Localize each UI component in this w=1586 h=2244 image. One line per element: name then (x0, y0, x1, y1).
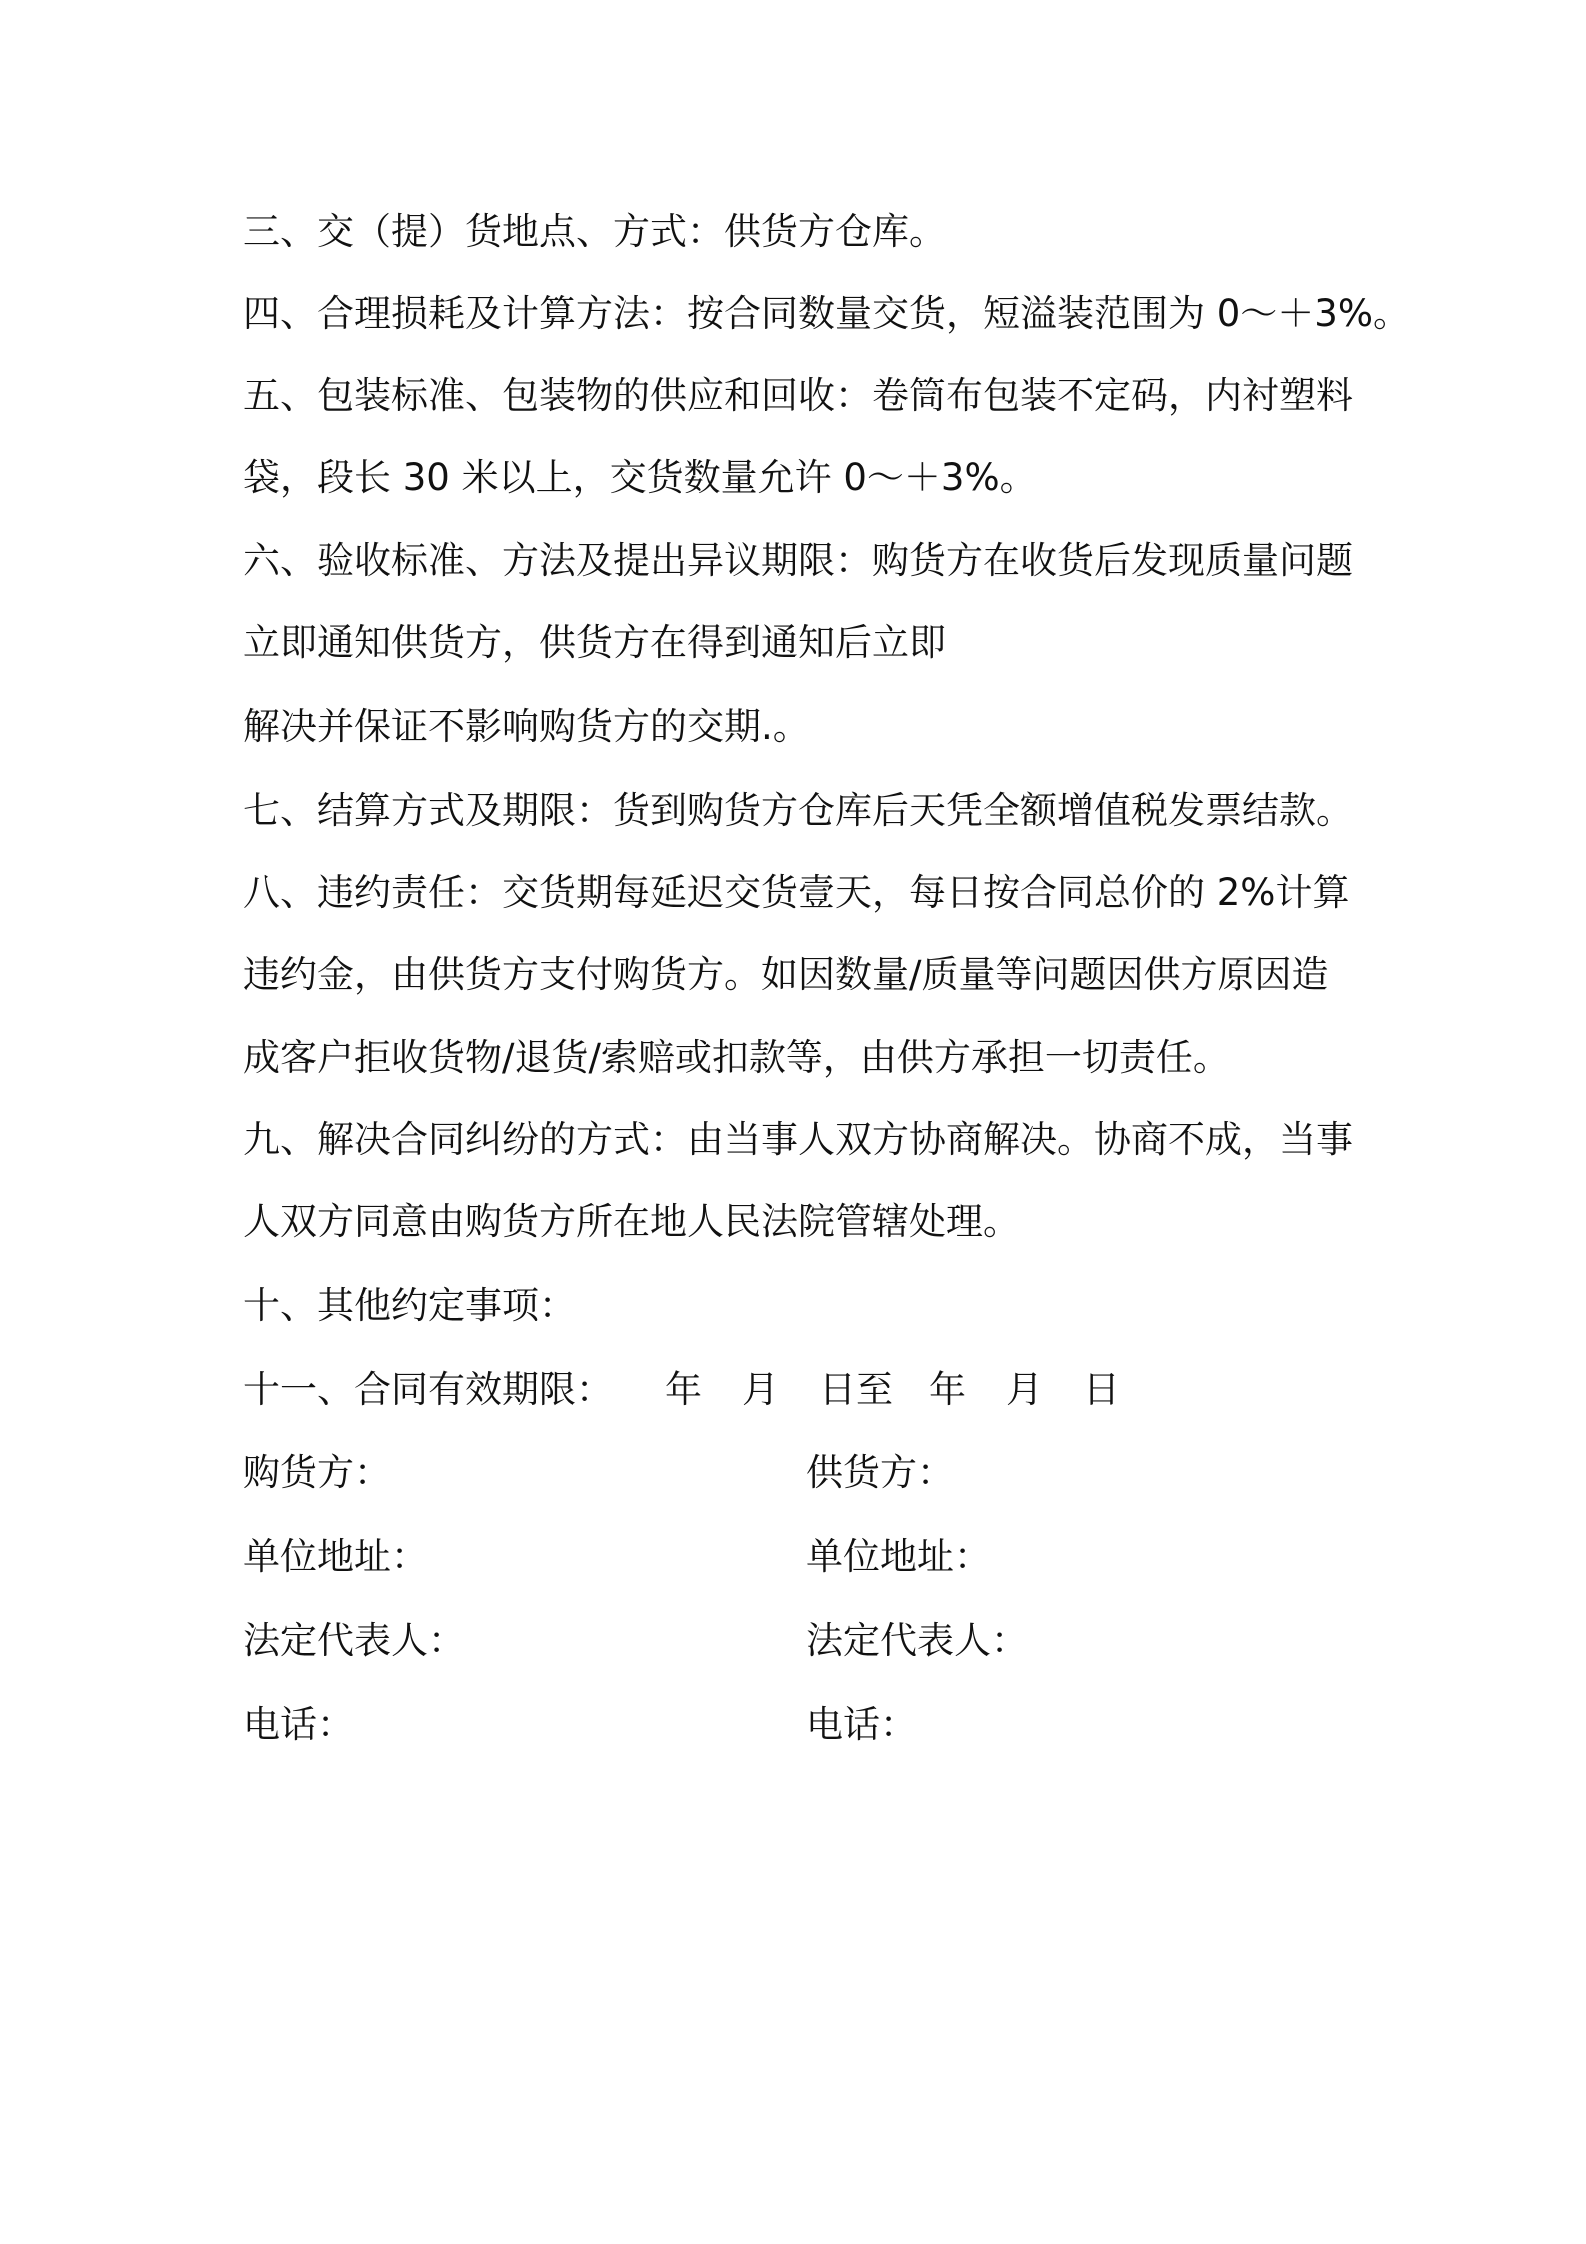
end-day-label: 日 (1083, 1368, 1120, 1411)
clause-9-line-1: 九、解决合同纠纷的方式：由当事人双方协商解决。协商不成，当事 (243, 1118, 1353, 1161)
clause-4: 四、合理损耗及计算方法：按合同数量交货，短溢装范围为 0～＋3%。 (243, 292, 1410, 335)
buyer-party-label: 购货方： (243, 1451, 391, 1494)
buyer-phone-label: 电话： (243, 1703, 354, 1746)
clause-6-line-3: 解决并保证不影响购货方的交期.。 (243, 705, 810, 748)
clause-8-line-2: 违约金，由供货方支付购货方。如因数量/质量等问题因供方原因造 (243, 953, 1329, 996)
clause-8-line-1: 八、违约责任：交货期每延迟交货壹天，每日按合同总价的 2%计算 (243, 871, 1350, 914)
clause-3: 三、交（提）货地点、方式：供货方仓库。 (243, 210, 946, 253)
supplier-phone-label: 电话： (806, 1703, 917, 1746)
clause-6-line-2: 立即通知供货方，供货方在得到通知后立即 (243, 621, 946, 664)
clause-5-line-1: 五、包装标准、包装物的供应和回收：卷筒布包装不定码，内衬塑料 (243, 374, 1353, 417)
clause-8-line-3: 成客户拒收货物/退货/索赔或扣款等，由供方承担一切责任。 (243, 1036, 1230, 1079)
clause-11 (243, 1366, 1120, 1414)
end-month-label: 月 (1006, 1368, 1043, 1411)
buyer-address-label: 单位地址： (243, 1535, 428, 1578)
buyer-representative-label: 法定代表人： (243, 1619, 465, 1662)
start-day-label: 日至 (819, 1368, 893, 1411)
clause-11-label: 十一、合同有效期限： (243, 1368, 613, 1411)
start-month-label: 月 (742, 1368, 779, 1411)
clause-5-line-2: 袋，段长 30 米以上，交货数量允许 0～＋3%。 (243, 456, 1037, 499)
supplier-party-label: 供货方： (806, 1451, 954, 1494)
supplier-address-label: 单位地址： (806, 1535, 991, 1578)
start-year-label: 年 (665, 1368, 702, 1411)
clause-6-line-1: 六、验收标准、方法及提出异议期限：购货方在收货后发现质量问题 (243, 539, 1353, 582)
clause-7: 七、结算方式及期限：货到购货方仓库后天凭全额增值税发票结款。 (243, 789, 1353, 832)
clause-10: 十、其他约定事项： (243, 1284, 576, 1327)
end-year-label: 年 (929, 1368, 966, 1411)
supplier-representative-label: 法定代表人： (806, 1619, 1028, 1662)
clause-9-line-2: 人双方同意由购货方所在地人民法院管辖处理。 (243, 1200, 1020, 1243)
